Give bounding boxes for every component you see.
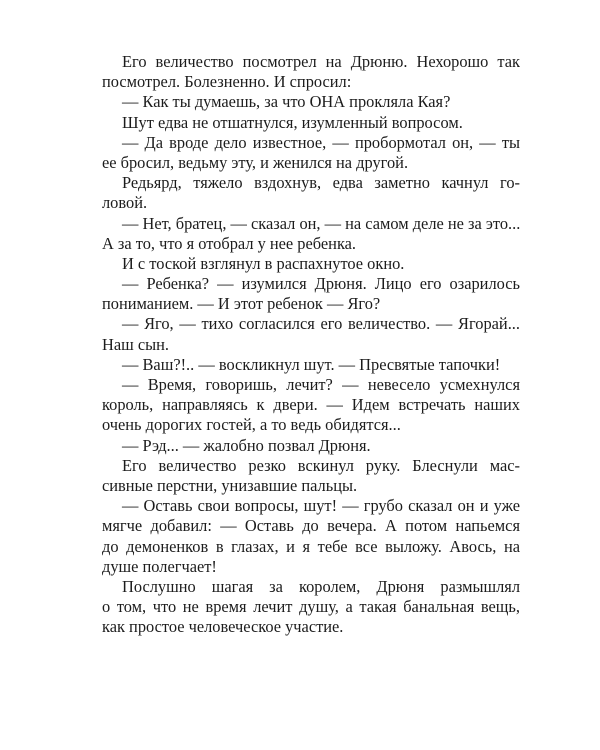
text-line: сивные перстни, унизавшие пальцы.	[102, 475, 358, 495]
text-line: И с тоской взглянул в распахнутое окно.	[122, 253, 405, 273]
text-line: — Ребенка? — изумился Дрюня. Лицо его озарилось	[122, 274, 520, 294]
text-line: Послушно шагая за королем, Дрюня размышлял	[122, 576, 520, 596]
book-page-text	[102, 52, 520, 637]
text-line: А за то, что я отобрал у нее ребенка.	[102, 233, 357, 253]
text-line: о том, что не время лечит душу, а такая банальная вещь,	[102, 597, 520, 617]
text-line: — Оставь свои вопросы, шут! — грубо сказал он и уже	[122, 496, 520, 516]
text-line: очень дорогих гостей, а то ведь обидятся...	[102, 415, 401, 435]
text-line: — Яго, — тихо согласился его величество. — Ягорай...	[122, 314, 520, 334]
text-line: до демоненков в глазах, и я тебе все выложу. Авось, на	[102, 536, 520, 556]
text-line: посмотрел. Болезненно. И спросил:	[102, 72, 352, 92]
text-line: Редьярд, тяжело вздохнув, едва заметно качнул го-	[122, 173, 520, 193]
text-line: ловой.	[102, 193, 148, 213]
text-line: душе полегчает!	[102, 556, 217, 576]
text-line: Шут едва не отшатнулся, изумленный вопросом.	[122, 112, 463, 132]
text-line: — Ваш?!.. — воскликнул шут. — Пресвятые тапочки!	[122, 354, 501, 374]
text-line: — Рэд... — жалобно позвал Дрюня.	[122, 435, 371, 455]
text-line: Его величество посмотрел на Дрюню. Нехорошо так	[122, 52, 520, 71]
text-line: король, направляясь к двери. — Идем встречать наших	[102, 395, 520, 415]
text-line: Наш сын.	[102, 334, 169, 354]
text-line: Его величество резко вскинул руку. Блеснули мас-	[122, 455, 520, 475]
text-line: — Нет, братец, — сказал он, — на самом деле не за это...	[122, 213, 521, 233]
text-line: ее бросил, ведьму эту, и женился на другой.	[102, 152, 409, 172]
text-line: — Да вроде дело известное, — пробормотал он, — ты	[122, 132, 520, 152]
text-line: пониманием. — И этот ребенок — Яго?	[102, 294, 381, 314]
text-line: мягче добавил: — Оставь до вечера. А потом напьемся	[102, 516, 520, 536]
text-line: как простое человеческое участие.	[102, 617, 344, 637]
text-line: — Время, говоришь, лечит? — невесело усмехнулся	[122, 375, 520, 394]
text-line: — Как ты думаешь, за что ОНА прокляла Кая?	[122, 92, 451, 112]
